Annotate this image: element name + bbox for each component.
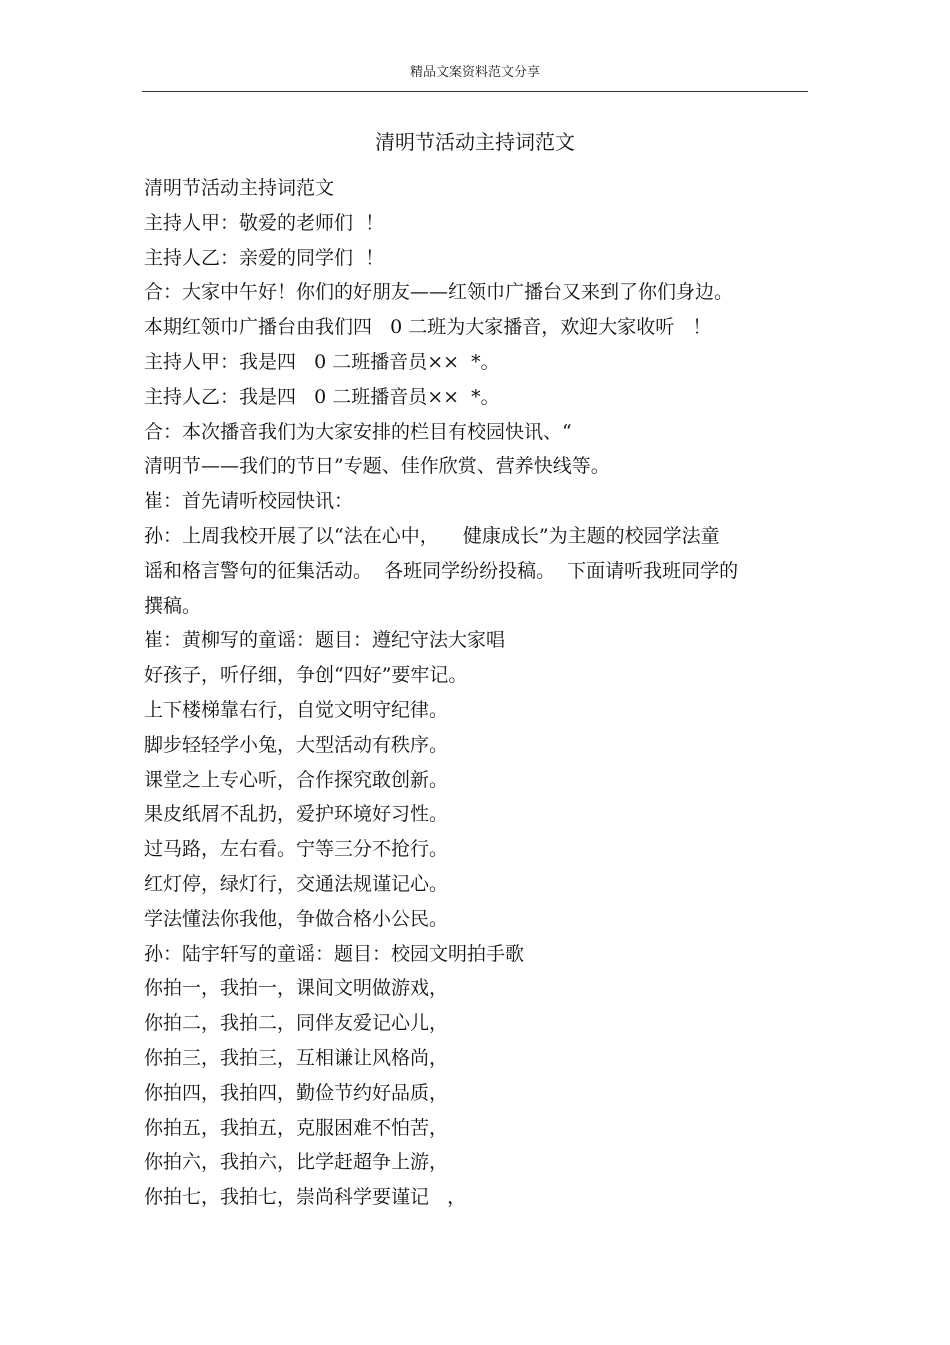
text-line: 学法懂法你我他，争做合格小公民。 [144,907,449,930]
text-line: 崔：首先请听校园快讯： [144,490,354,513]
text-line: 崔：黄柳写的童谣：题目：遵纪守法大家唱 [144,629,506,652]
text-line: 撰稿。 [144,594,202,617]
text-line: 主持人甲：敬爱的老师们 ！ [144,211,385,234]
text-line: 你拍四，我拍四，勤俭节约好品质， [144,1081,449,1104]
text-line: 红灯停，绿灯行，交通法规谨记心。 [144,872,449,895]
document-title: 清明节活动主持词范文 [375,130,575,154]
text-line: 你拍五，我拍五，克服困难不怕苦， [144,1116,449,1139]
document-body [144,171,808,1215]
text-line: 好孩子，听仔细，争创“四好”要牢记。 [144,664,468,687]
text-line: 你拍七，我拍七，崇尚科学要谨记 ， [144,1186,467,1209]
text-line: 孙：上周我校开展了以“法在心中， 健康成长”为主题的校园学法童 [144,524,720,547]
text-line: 本期红领巾广播台由我们四 0 二班为大家播音，欢迎大家收听 ！ [144,316,712,339]
text-line: 主持人乙：我是四 0 二班播音员×× *。 [144,385,500,408]
text-line: 上下楼梯靠右行，自觉文明守纪律。 [144,698,449,721]
text-line: 主持人甲：我是四 0 二班播音员×× *。 [144,350,500,373]
text-line: 你拍二，我拍二，同伴友爱记心儿， [144,1012,449,1035]
text-line: 脚步轻轻学小兔，大型活动有秩序。 [144,733,449,756]
text-line: 主持人乙：亲爱的同学们 ！ [144,246,385,269]
text-line: 合：大家中午好！你们的好朋友——红领巾广播台又来到了你们身边。 [144,281,734,304]
text-line: 你拍六，我拍六，比学赶超争上游， [144,1151,449,1174]
text-line: 清明节——我们的节日”专题、佳作欣赏、营养快线等。 [144,455,610,478]
text-line: 谣和格言警句的征集活动。 各班同学纷纷投稿。 下面请听我班同学的 [144,559,739,582]
text-line: 课堂之上专心听，合作探究敢创新。 [144,768,449,791]
text-line: 清明节活动主持词范文 [144,177,335,199]
text-line: 果皮纸屑不乱扔，爱护环境好习性。 [144,803,449,826]
header-divider [142,91,808,92]
text-line: 你拍三，我拍三，互相谦让风格尚， [144,1046,449,1069]
text-line: 孙：陆宇轩写的童谣：题目：校园文明拍手歌 [144,942,525,965]
text-line: 过马路，左右看。宁等三分不抢行。 [144,838,449,861]
page-header: 精品文案资料范文分享 [409,65,540,80]
text-line: 你拍一，我拍一，课间文明做游戏， [144,977,449,1000]
text-line: 合：本次播音我们为大家安排的栏目有校园快讯、“ [144,420,572,443]
